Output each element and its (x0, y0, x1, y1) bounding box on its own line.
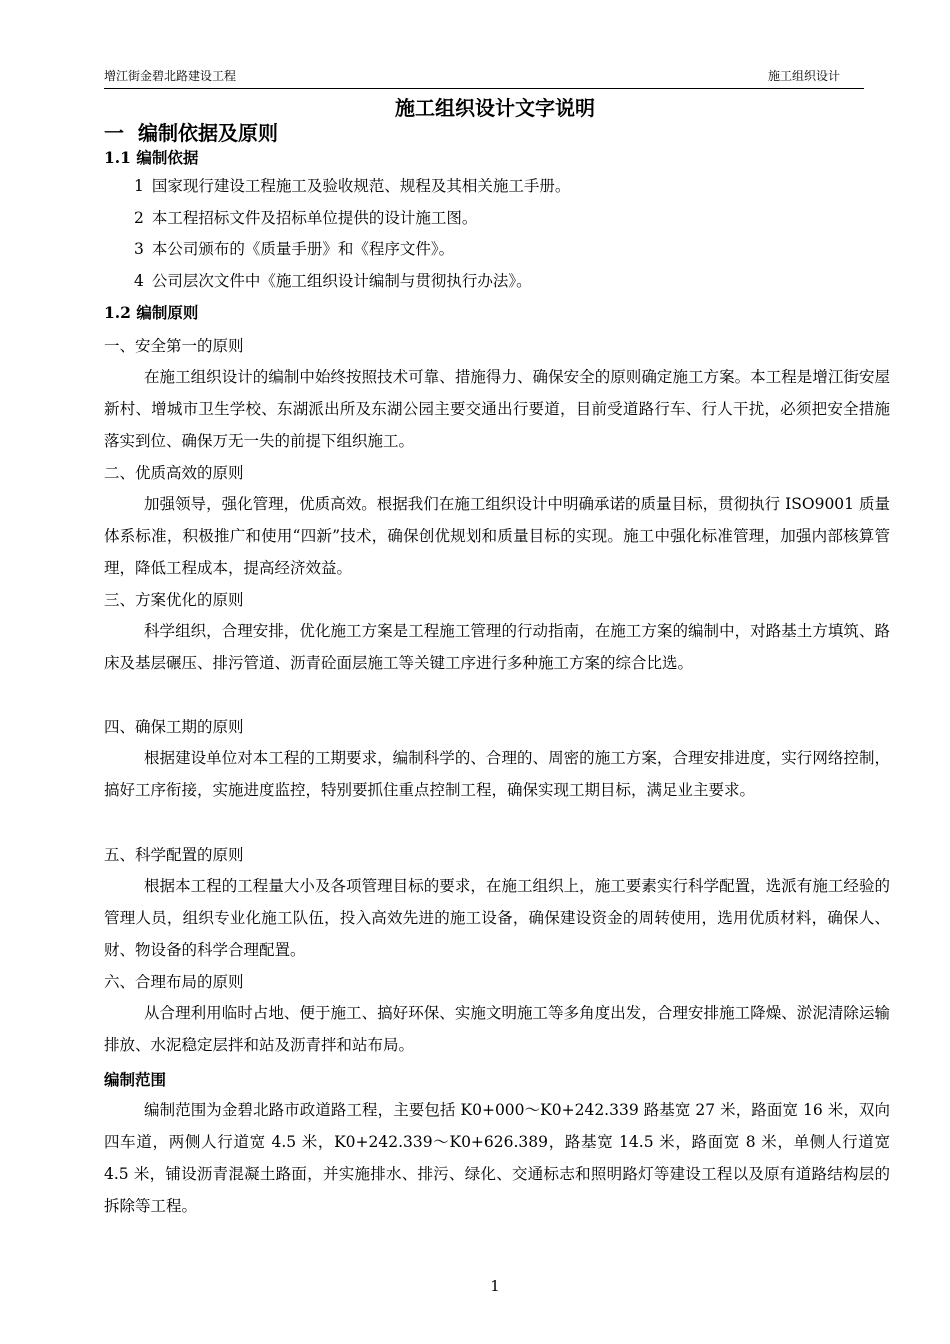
header-project-name: 增江街金碧北路建设工程 (104, 69, 237, 83)
section-title: 编制依据及原则 (138, 121, 278, 145)
principle-title: 三、方案优化的原则 (104, 591, 244, 609)
basis-item: 1 国家现行建设工程施工及验收规范、规程及其相关施工手册。 (134, 177, 571, 195)
section-heading (104, 119, 278, 147)
principle-title: 六、合理布局的原则 (104, 973, 244, 991)
basis-item: 2 本工程招标文件及招标单位提供的设计施工图。 (134, 209, 478, 227)
page-number: 1 (490, 1277, 500, 1295)
document-title: 施工组织设计文字说明 (395, 96, 595, 120)
basis-item: 3 本公司颁布的《质量手册》和《程序文件》。 (134, 240, 455, 258)
principle-title: 二、优质高效的原则 (104, 464, 244, 482)
header-doc-type: 施工组织设计 (767, 69, 840, 83)
scope-heading: 编制范围 (104, 1070, 167, 1089)
principle-title: 一、安全第一的原则 (104, 337, 244, 355)
basis-item: 4 公司层次文件中《施工组织设计编制与贯彻执行办法》。 (134, 272, 532, 290)
principle-body: 科学组织，合理安排，优化施工方案是工程施工管理的行动指南，在施工方案的编制中，对路基土方填筑、路床及基层碾压、排污管道、沥青砼面层施工等关键工序进行多种施工方案的综合比选。 (104, 622, 890, 672)
principles-heading: 1.2 编制原则 (104, 303, 199, 322)
principle-body: 根据建设单位对本工程的工期要求，编制科学的、合理的、周密的施工方案，合理安排进度，实行网络控制，搞好工序衔接，实施进度监控，特别要抓住重点控制工程，确保实现工期目标，满足业主要求。 (104, 749, 890, 799)
page-header (104, 66, 864, 89)
principle-body: 加强领导，强化管理，优质高效。根据我们在施工组织设计中明确承诺的质量目标，贯彻执行 ISO9001 质量体系标准，积极推广和使用“四新”技术，确保创优规划和质量目标的实现。施工中强化标准管理，加强内部核算管理，降低工程成本，提高经济效益。 (104, 495, 890, 577)
principle-title: 五、科学配置的原则 (104, 846, 244, 864)
principle-body: 在施工组织设计的编制中始终按照技术可靠、措施得力、确保安全的原则确定施工方案。本工程是增江街安屋新村、增城市卫生学校、东湖派出所及东湖公园主要交通出行要道，目前受道路行车、行人干扰，必须把安全措施落实到位、确保万无一失的前提下组织施工。 (104, 368, 890, 450)
basis-heading: 1.1 编制依据 (104, 148, 199, 167)
scope-body: 编制范围为金碧北路市政道路工程，主要包括 K0+000～K0+242.339 路基宽 27 米，路面宽 16 米，双向四车道，两侧人行道宽 4.5 米，K0+242.339～K0+626.389，路基宽 14.5 米，路面宽 8 米，单侧人行道宽 4.5 米，铺设沥青混凝土路面，并实施排水、排污、绿化、交通标志和照明路灯等建设工程以及原有道路结构层的拆除等工程。 (104, 1101, 890, 1215)
principle-body: 根据本工程的工程量大小及各项管理目标的要求，在施工组织上，施工要素实行科学配置，选派有施工经验的管理人员，组织专业化施工队伍，投入高效先进的施工设备，确保建设资金的周转使用，选用优质材料，确保人、财、物设备的科学合理配置。 (104, 877, 890, 959)
principle-title: 四、确保工期的原则 (104, 718, 244, 736)
principle-body: 从合理利用临时占地、便于施工、搞好环保、实施文明施工等多角度出发，合理安排施工降燥、淤泥清除运输排放、水泥稳定层拌和站及沥青拌和站布局。 (104, 1004, 890, 1054)
section-number: 一 (104, 121, 124, 145)
